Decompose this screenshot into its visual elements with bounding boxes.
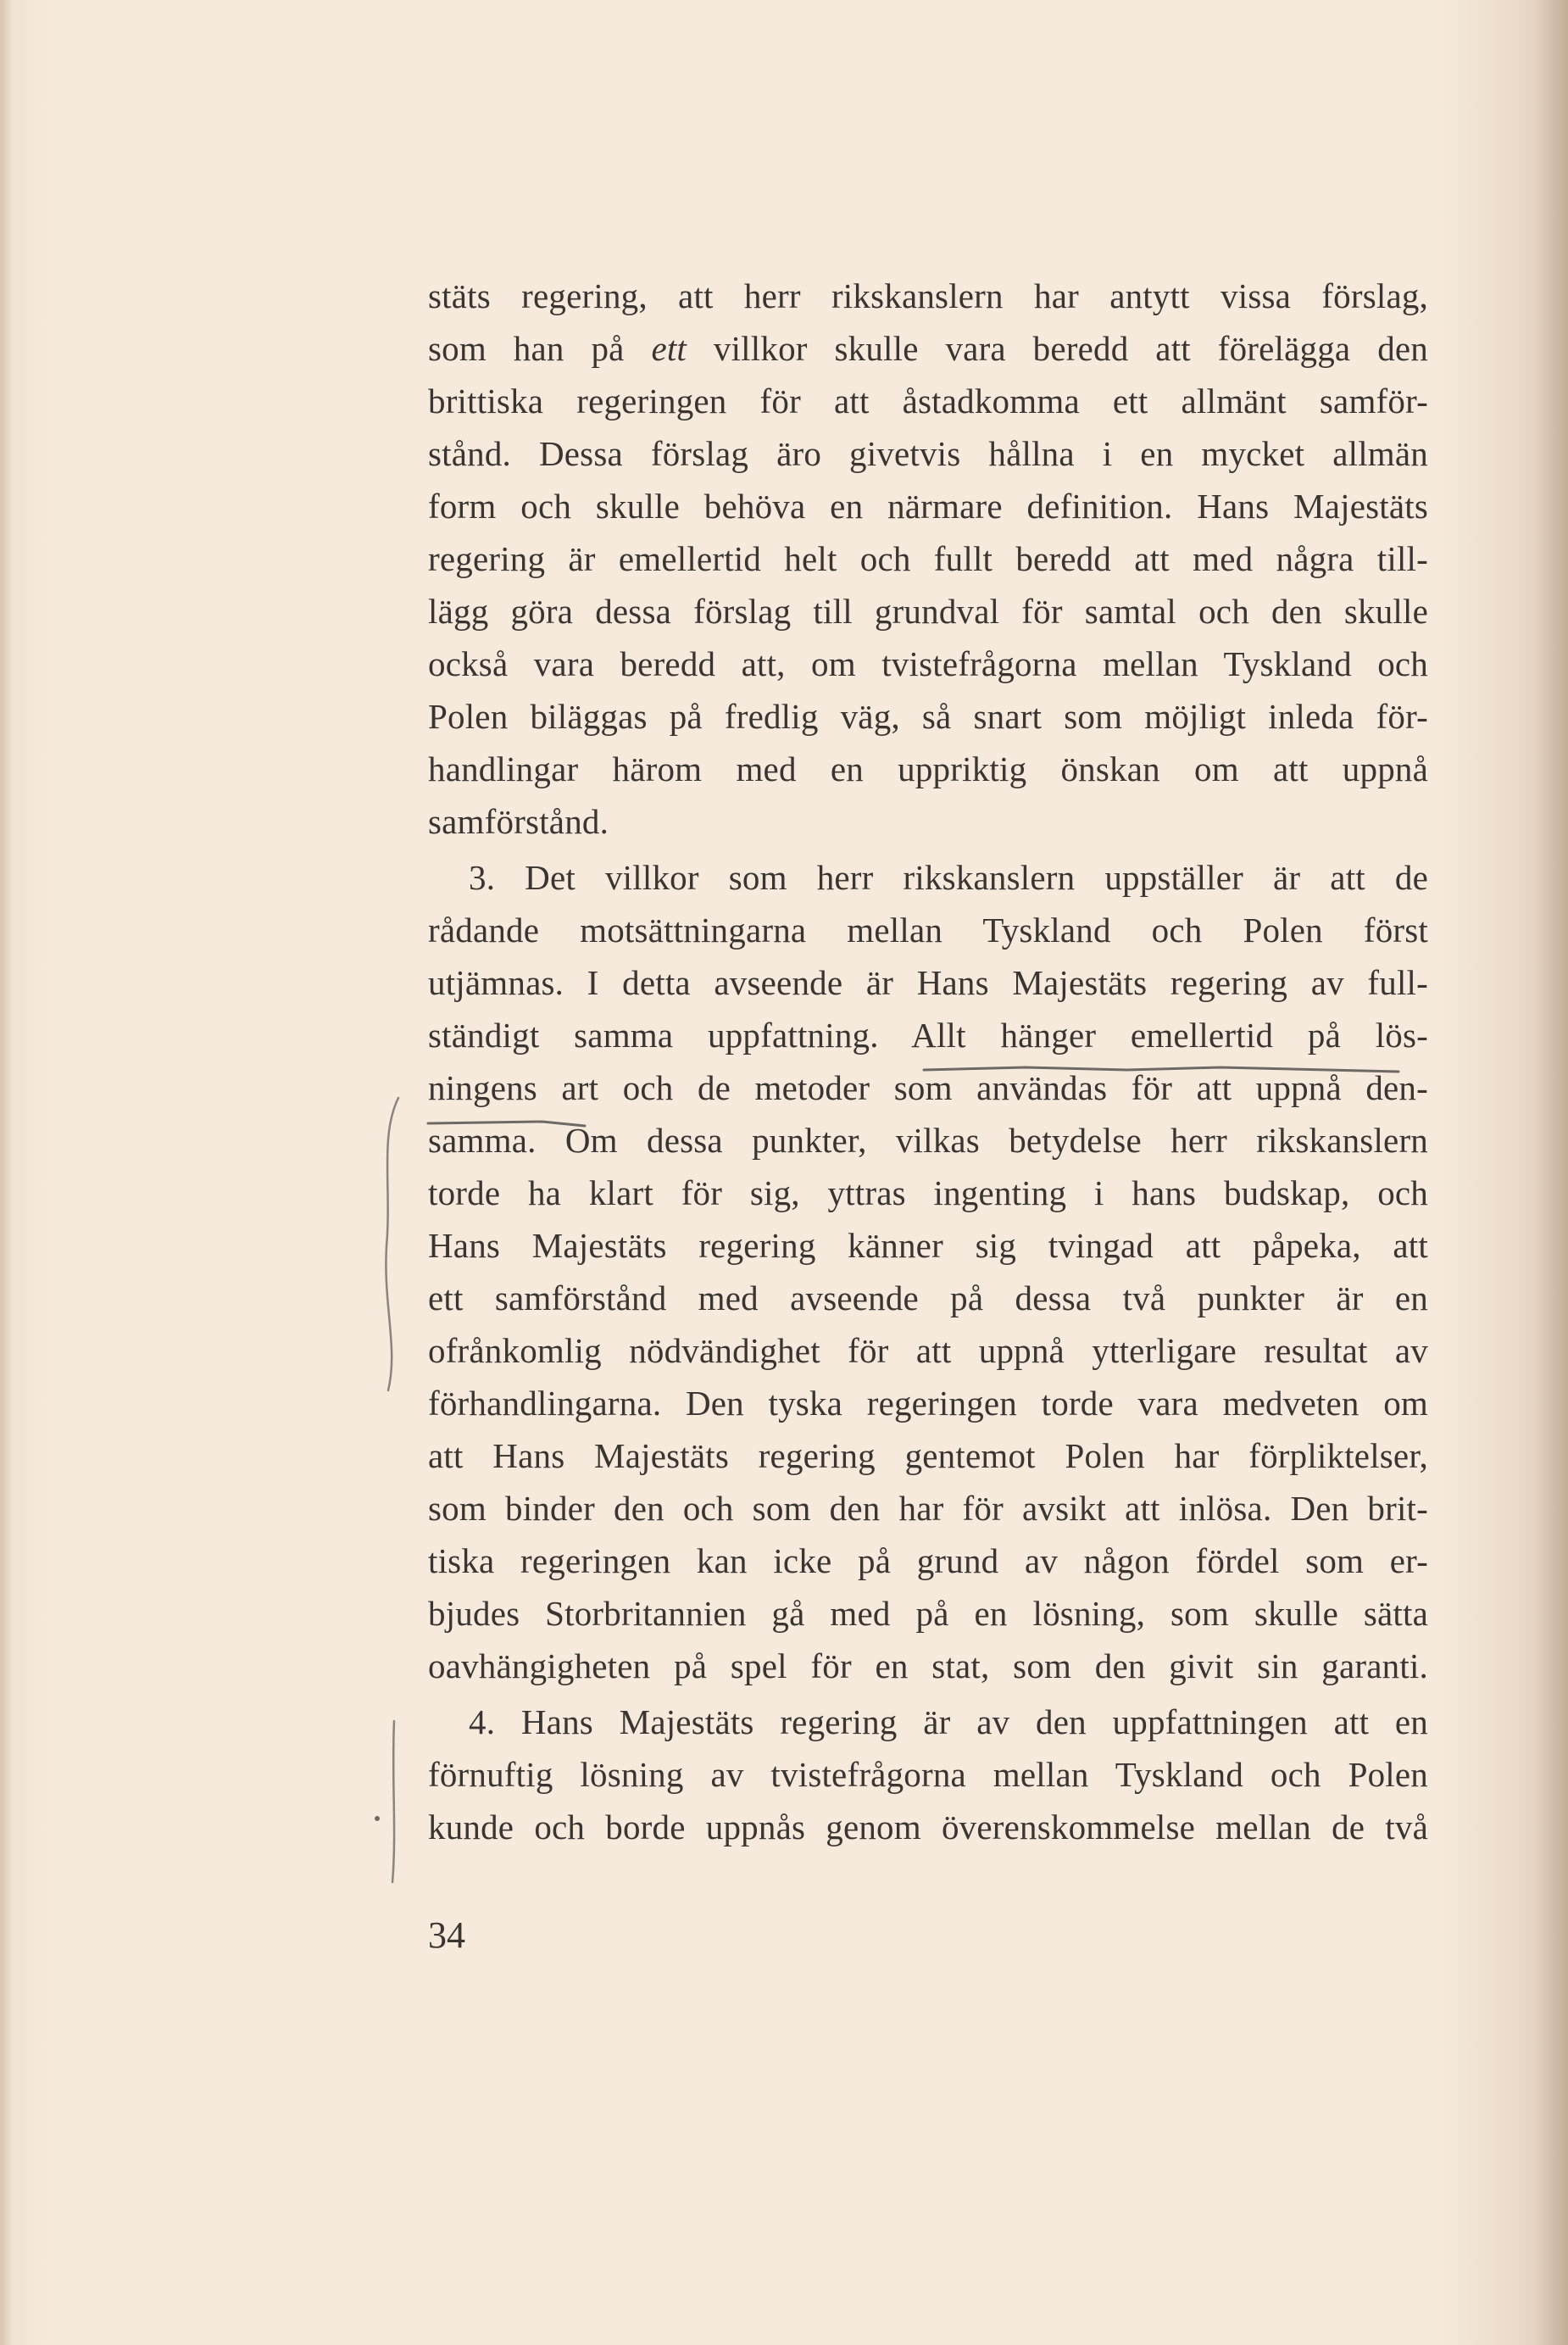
pencil-bracket bbox=[386, 1098, 398, 1390]
text-line: torde ha klart för sig, yttras ingenting i hans budskap, och bbox=[428, 1173, 1428, 1212]
italic-word: ett bbox=[651, 329, 687, 368]
text-line: 4. Hans Majestäts regering är av den uppfattningen att en bbox=[469, 1702, 1428, 1741]
text-line: Hans Majestäts regering känner sig tvingad att påpeka, att bbox=[428, 1226, 1428, 1265]
text-line: också vara beredd att, om tvistefrågorna mellan Tyskland och bbox=[428, 644, 1428, 683]
text-line: ofrånkomlig nödvändighet för att uppnå ytterligare resultat av bbox=[428, 1331, 1428, 1370]
text-span: villkor skulle vara beredd att förelägga den bbox=[687, 329, 1428, 368]
text-line: förnuftig lösning av tvistefrågorna mellan Tyskland och Polen bbox=[428, 1755, 1428, 1794]
text-line: handlingar härom med en uppriktig önskan om att uppnå bbox=[428, 749, 1428, 788]
text-line: stäts regering, att herr rikskanslern har antytt vissa förslag, bbox=[428, 276, 1428, 315]
text-line: bjudes Storbritannien gå med på en lösning, som skulle sätta bbox=[428, 1594, 1428, 1633]
pencil-dot bbox=[375, 1816, 380, 1821]
text-line: rådande motsättningarna mellan Tyskland och Polen först bbox=[428, 911, 1428, 950]
text-line: Polen biläggas på fredlig väg, så snart som möjligt inleda för- bbox=[428, 697, 1428, 736]
text-line: stånd. Dessa förslag äro givetvis hållna i en mycket allmän bbox=[428, 434, 1428, 473]
page-gutter-shadow bbox=[1534, 0, 1568, 2345]
text-line: att Hans Majestäts regering gentemot Polen har förpliktelser, bbox=[428, 1436, 1428, 1475]
text-line: ett samförstånd med avseende på dessa två punkter är en bbox=[428, 1278, 1428, 1317]
text-line: oavhängigheten på spel för en stat, som den givit sin garanti. bbox=[428, 1646, 1428, 1685]
text-line: ningens art och de metoder som användas för att uppnå den- bbox=[428, 1068, 1428, 1107]
text-line: lägg göra dessa förslag till grundval för samtal och den skulle bbox=[428, 592, 1428, 631]
page-number: 34 bbox=[428, 1914, 465, 1956]
text-line: ständigt samma uppfattning. Allt hänger emellertid på lös- bbox=[428, 1016, 1428, 1055]
text-line: samma. Om dessa punkter, vilkas betydelse herr rikskanslern bbox=[428, 1121, 1428, 1160]
text-line: 3. Det villkor som herr rikskanslern uppställer är att de bbox=[469, 858, 1428, 897]
text-line: utjämnas. I detta avseende är Hans Majestäts regering av full- bbox=[428, 963, 1428, 1002]
text-span: som han på bbox=[428, 329, 652, 368]
text-line: regering är emellertid helt och fullt beredd att med några till- bbox=[428, 539, 1428, 578]
pencil-margin-line bbox=[392, 1721, 394, 1882]
text-line: som binder den och som den har för avsikt att inlösa. Den brit- bbox=[428, 1489, 1428, 1528]
text-line: kunde och borde uppnås genom överenskommelse mellan de två bbox=[428, 1807, 1428, 1846]
text-line: form och skulle behöva en närmare definition. Hans Majestäts bbox=[428, 487, 1428, 526]
text-line bbox=[428, 322, 1428, 375]
text-line: tiska regeringen kan icke på grund av någon fördel som er- bbox=[428, 1541, 1428, 1580]
page-left-edge bbox=[0, 0, 12, 2345]
text-line: brittiska regeringen för att åstadkomma ett allmänt samför- bbox=[428, 382, 1428, 421]
text-line: förhandlingarna. Den tyska regeringen torde vara medveten om bbox=[428, 1384, 1428, 1423]
text-line: samförstånd. bbox=[428, 802, 609, 841]
